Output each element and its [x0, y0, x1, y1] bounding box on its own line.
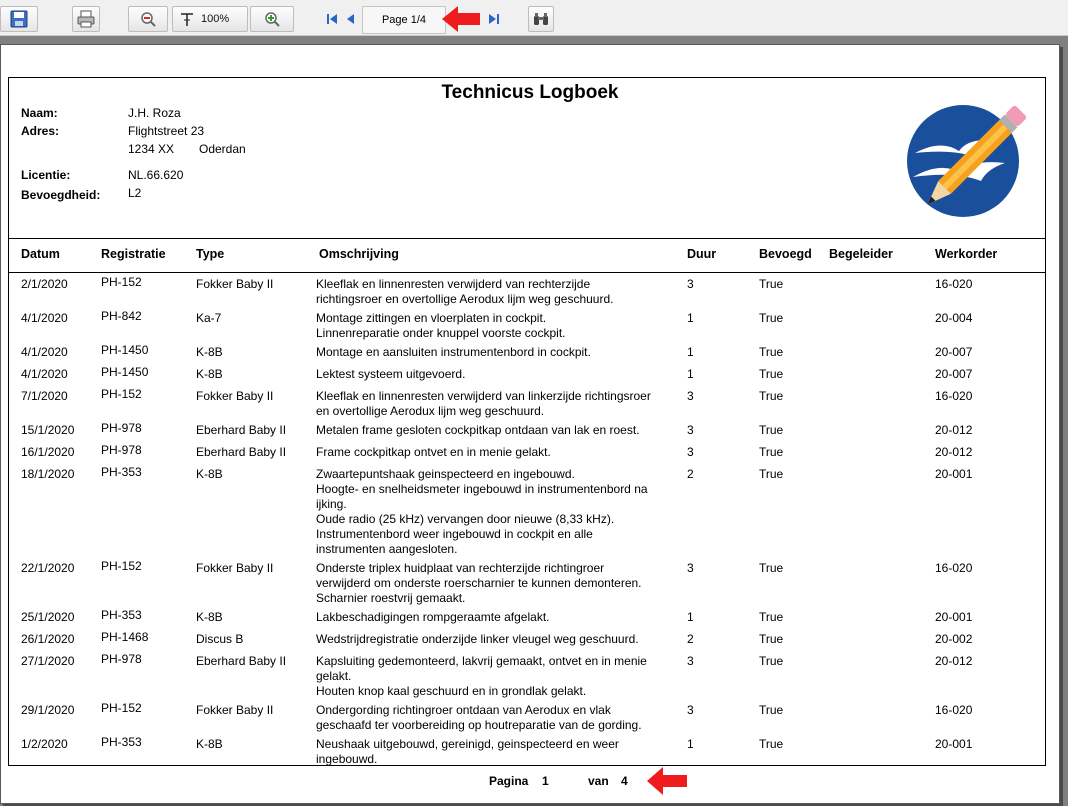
- search-button[interactable]: [528, 6, 554, 32]
- first-page-icon: [326, 13, 338, 25]
- cell-bevoegd: True: [759, 367, 784, 381]
- cell-registratie: PH-353: [101, 735, 142, 749]
- column-header-separator: [9, 272, 1045, 273]
- licentie-label: Licentie:: [21, 168, 71, 182]
- cell-omschrijving: Neushaak uitgebouwd, gereinigd, geinspecteerd en weer ingebouwd.: [316, 737, 619, 766]
- column-header-datum: Datum: [21, 247, 60, 261]
- report-preview-area[interactable]: [0, 36, 1068, 806]
- last-page-icon: [488, 13, 500, 25]
- cell-registratie: PH-1468: [101, 630, 149, 644]
- cell-bevoegd: True: [759, 561, 784, 575]
- arrow-annotation-icon: [645, 765, 689, 797]
- bevoegdheid-value: L2: [128, 186, 142, 200]
- cell-bevoegd: True: [759, 311, 784, 325]
- cell-registratie: PH-353: [101, 608, 142, 622]
- save-icon: [10, 10, 28, 28]
- cell-werkorder: 16-020: [935, 703, 973, 717]
- cell-duur: 2: [687, 632, 694, 646]
- cell-datum: 27/1/2020: [21, 654, 75, 668]
- cell-omschrijving: Montage zittingen en vloerplaten in cockpit. Linnenreparatie onder knuppel voorste cockpit.: [316, 311, 566, 340]
- cell-werkorder: 20-002: [935, 632, 973, 646]
- footer-pagina-label: Pagina: [489, 774, 529, 788]
- save-button[interactable]: [0, 6, 38, 32]
- cell-bevoegd: True: [759, 654, 784, 668]
- adres-plaats-value: Oderdan: [199, 142, 246, 156]
- cell-datum: 26/1/2020: [21, 632, 75, 646]
- cell-duur: 3: [687, 703, 694, 717]
- cell-type: Eberhard Baby II: [196, 423, 287, 437]
- cell-omschrijving: Wedstrijdregistratie onderzijde linker vleugel weg geschuurd.: [316, 632, 639, 646]
- cell-type: K-8B: [196, 367, 223, 381]
- cell-werkorder: 16-020: [935, 389, 973, 403]
- cell-registratie: PH-842: [101, 309, 142, 323]
- cell-werkorder: 20-001: [935, 737, 973, 751]
- pencil-logo-icon: [901, 95, 1036, 225]
- cell-werkorder: 20-001: [935, 467, 973, 481]
- cell-registratie: PH-1450: [101, 343, 149, 357]
- header-separator: [9, 238, 1045, 239]
- naam-value: J.H. Roza: [128, 106, 181, 120]
- zoom-in-button[interactable]: [250, 6, 294, 32]
- cell-type: Eberhard Baby II: [196, 654, 287, 668]
- cell-omschrijving: Zwaartepuntshaak geinspecteerd en ingebouwd. Hoogte- en snelheidsmeter ingebouwd in instrumentenbord na ijking. Oude radio (25 kHz) vervangen door nieuwe (8,33 kHz). Instrumentenbord weer ingebouwd in cockpit en alle instrumenten aangesloten.: [316, 467, 648, 556]
- prev-page-button[interactable]: [345, 12, 355, 30]
- zoom-out-icon: [139, 10, 157, 28]
- cell-duur: 3: [687, 389, 694, 403]
- cell-bevoegd: True: [759, 389, 784, 403]
- cell-werkorder: 20-007: [935, 367, 973, 381]
- cell-registratie: PH-978: [101, 443, 142, 457]
- cell-omschrijving: Kleeflak en linnenresten verwijderd van rechterzijde richtingsroer en overtollige Aerodux lijm weg geschuurd.: [316, 277, 614, 306]
- adres-postcode-value: 1234 XX: [128, 142, 175, 156]
- report-toolbar: [0, 0, 1068, 36]
- naam-label: Naam:: [21, 106, 58, 120]
- binoculars-icon: [533, 11, 549, 27]
- print-button[interactable]: [72, 6, 100, 32]
- cell-werkorder: 20-001: [935, 610, 973, 624]
- cell-registratie: PH-1450: [101, 365, 149, 379]
- cell-omschrijving: Onderste triplex huidplaat van rechterzijde richtingroer verwijderd om onderste roerscharnier te kunnen demonteren. Scharnier roestvrij gemaakt.: [316, 561, 642, 605]
- cell-type: K-8B: [196, 467, 223, 481]
- cell-duur: 1: [687, 345, 694, 359]
- cell-bevoegd: True: [759, 345, 784, 359]
- report-page: [0, 44, 1060, 804]
- cell-bevoegd: True: [759, 632, 784, 646]
- cell-datum: 4/1/2020: [21, 345, 68, 359]
- cell-omschrijving: Kapsluiting gedemonteerd, lakvrij gemaakt, ontvet en in menie gelakt. Houten knop kaal geschuurd en in grondlak gelakt.: [316, 654, 647, 698]
- cell-datum: 2/1/2020: [21, 277, 68, 291]
- cell-bevoegd: True: [759, 737, 784, 751]
- adres-street-value: Flightstreet 23: [128, 124, 205, 138]
- zoom-fit-icon: [179, 11, 195, 27]
- cell-datum: 1/2/2020: [21, 737, 68, 751]
- cell-duur: 3: [687, 277, 694, 291]
- cell-omschrijving: Lakbeschadigingen rompgeraamte afgelakt.: [316, 610, 550, 624]
- cell-werkorder: 16-020: [935, 561, 973, 575]
- column-header-registratie: Registratie: [101, 247, 166, 261]
- cell-type: Discus B: [196, 632, 244, 646]
- zoom-out-button[interactable]: [128, 6, 168, 32]
- cell-type: K-8B: [196, 610, 223, 624]
- last-page-button[interactable]: [488, 12, 500, 30]
- cell-bevoegd: True: [759, 610, 784, 624]
- cell-datum: 29/1/2020: [21, 703, 75, 717]
- footer-page-number: 1: [542, 774, 549, 788]
- licentie-value: NL.66.620: [128, 168, 184, 182]
- column-header-begeleider: Begeleider: [829, 247, 893, 261]
- cell-werkorder: 20-012: [935, 423, 973, 437]
- cell-datum: 7/1/2020: [21, 389, 68, 403]
- cell-duur: 3: [687, 445, 694, 459]
- column-header-werkorder: Werkorder: [935, 247, 998, 261]
- cell-datum: 22/1/2020: [21, 561, 75, 575]
- cell-bevoegd: True: [759, 703, 784, 717]
- column-header-omschrijving: Omschrijving: [319, 247, 399, 261]
- cell-registratie: PH-978: [101, 421, 142, 435]
- adres-label: Adres:: [21, 124, 60, 138]
- cell-duur: 3: [687, 423, 694, 437]
- cell-duur: 1: [687, 737, 694, 751]
- cell-datum: 4/1/2020: [21, 311, 68, 325]
- cell-registratie: PH-152: [101, 387, 142, 401]
- cell-werkorder: 20-007: [935, 345, 973, 359]
- cell-omschrijving: Frame cockpitkap ontvet en in menie gelakt.: [316, 445, 551, 459]
- cell-duur: 1: [687, 610, 694, 624]
- cell-omschrijving: Ondergording richtingroer ontdaan van Aerodux en vlak geschaafd ter voorbereiding op houtreparatie van de gording.: [316, 703, 642, 732]
- cell-datum: 15/1/2020: [21, 423, 75, 437]
- zoom-level-button[interactable]: [172, 6, 248, 32]
- zoom-in-icon: [263, 10, 281, 28]
- cell-duur: 3: [687, 561, 694, 575]
- arrow-annotation-icon: [440, 4, 482, 34]
- cell-datum: 4/1/2020: [21, 367, 68, 381]
- cell-type: Eberhard Baby II: [196, 445, 287, 459]
- report-title: Technicus Logboek: [441, 82, 619, 103]
- cell-type: K-8B: [196, 737, 223, 751]
- cell-type: Fokker Baby II: [196, 703, 274, 717]
- print-icon: [77, 10, 95, 28]
- cell-werkorder: 20-012: [935, 445, 973, 459]
- cell-bevoegd: True: [759, 423, 784, 437]
- cell-type: Ka-7: [196, 311, 222, 325]
- cell-registratie: PH-152: [101, 559, 142, 573]
- cell-werkorder: 20-012: [935, 654, 973, 668]
- cell-duur: 1: [687, 367, 694, 381]
- cell-bevoegd: True: [759, 277, 784, 291]
- cell-registratie: PH-152: [101, 275, 142, 289]
- cell-duur: 1: [687, 311, 694, 325]
- cell-registratie: PH-353: [101, 465, 142, 479]
- cell-omschrijving: Metalen frame gesloten cockpitkap ontdaan van lak en roest.: [316, 423, 640, 437]
- cell-omschrijving: Kleeflak en linnenresten verwijderd van linkerzijde richtingsroer en overtollige Aerodux lijm weg geschuurd.: [316, 389, 651, 418]
- first-page-button[interactable]: [326, 12, 338, 30]
- cell-registratie: PH-978: [101, 652, 142, 666]
- cell-bevoegd: True: [759, 445, 784, 459]
- cell-omschrijving: Montage en aansluiten instrumentenbord in cockpit.: [316, 345, 591, 359]
- cell-datum: 18/1/2020: [21, 467, 75, 481]
- cell-datum: 16/1/2020: [21, 445, 75, 459]
- cell-type: K-8B: [196, 345, 223, 359]
- cell-werkorder: 20-004: [935, 311, 973, 325]
- cell-omschrijving: Lektest systeem uitgevoerd.: [316, 367, 466, 381]
- page-indicator-label: Page 1/4: [381, 14, 427, 26]
- cell-werkorder: 16-020: [935, 277, 973, 291]
- cell-datum: 25/1/2020: [21, 610, 75, 624]
- zoom-level-label: 100%: [201, 13, 230, 25]
- bevoegdheid-label: Bevoegdheid:: [21, 188, 101, 202]
- cell-type: Fokker Baby II: [196, 389, 274, 403]
- column-header-bevoegd: Bevoegd: [759, 247, 812, 261]
- prev-page-icon: [345, 13, 355, 25]
- footer-total-pages: 4: [621, 774, 628, 788]
- page-indicator: [362, 6, 446, 34]
- cell-type: Fokker Baby II: [196, 561, 274, 575]
- footer-van-label: van: [588, 774, 609, 788]
- cell-registratie: PH-152: [101, 701, 142, 715]
- cell-type: Fokker Baby II: [196, 277, 274, 291]
- column-header-type: Type: [196, 247, 225, 261]
- cell-duur: 2: [687, 467, 694, 481]
- column-header-duur: Duur: [687, 247, 717, 261]
- cell-duur: 3: [687, 654, 694, 668]
- cell-bevoegd: True: [759, 467, 784, 481]
